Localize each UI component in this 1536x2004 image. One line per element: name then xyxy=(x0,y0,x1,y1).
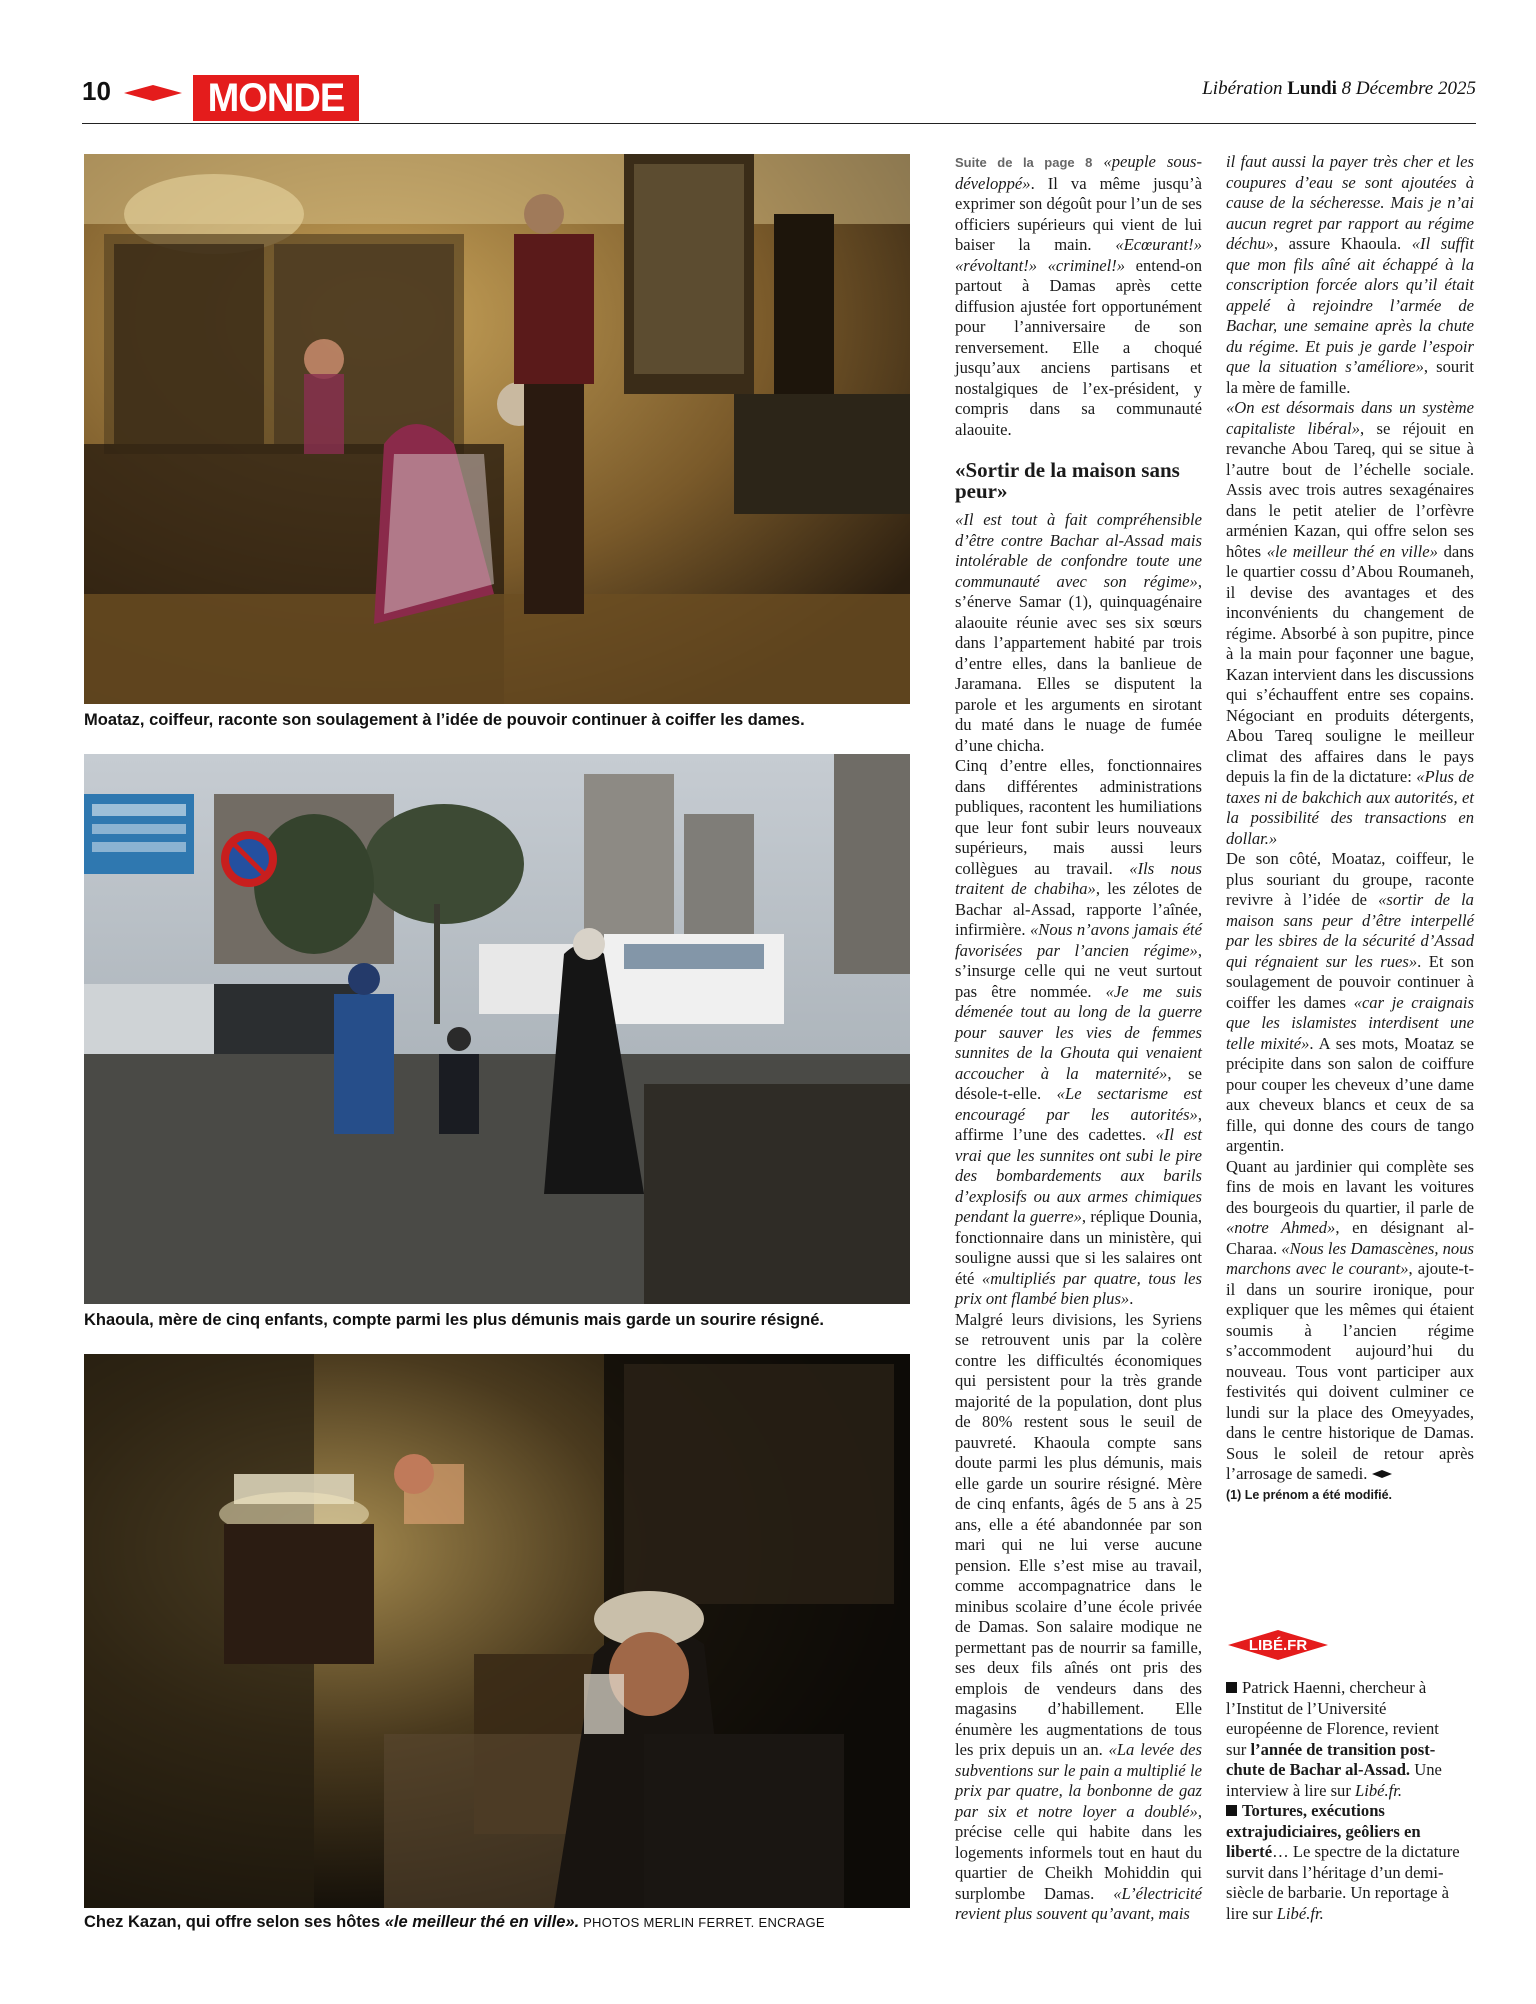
photo-barber xyxy=(84,154,910,704)
publication-name: Libération xyxy=(1202,78,1283,99)
article-paragraph: «On est désormais dans un système capitaliste libéral», se réjouit en revanche Abou Tareq, qui se situe à l’autre bout de l’échelle sociale. Assis avec trois autres sexagénaires dans le petit atelier de l’orfèvre arménien Kazan, qui offre selon ses hôtes «le meilleur thé en ville» dans le quartier cossu d’Abou Roumaneh, il devise des avantages et des inconvénients du changement de régime. Absorbé à son pupitre, pince à la main pour façonner une bague, Kazan intervient dans les discussions qui s’échauffent entre ses copains. Négociant en produits détergents, Abou Tareq souligne le meilleur climat des affaires dans le pays depuis la fin de la dictature: «Plus de taxes ni de bakchich aux autorités, et la possibilité des transactions en dollar.» xyxy=(1226,398,1475,848)
masthead-line xyxy=(1202,78,1476,100)
sidebar-item[interactable]: Tortures, exécutions extrajudiciaires, geôliers en liberté… Le spectre de la dictature survit dans l’héritage d’un demi-siècle de barbarie. Un reportage à lire sur Libé.fr. xyxy=(1226,1801,1460,1923)
photo-caption-workshop-quote: «le meilleur thé en ville». xyxy=(384,1913,580,1931)
page-number: 10 xyxy=(82,76,111,106)
end-mark-icon xyxy=(1372,1470,1392,1478)
photo-workshop xyxy=(84,1354,910,1908)
publication-date: 8 Décembre 2025 xyxy=(1341,78,1476,99)
article-paragraph: Cinq d’entre elles, fonctionnaires dans différentes administrations publiques, racontent les humiliations que leur font subir leurs nouveaux supérieurs, mais aussi leurs collègues au travail. «Ils nous traitent de chabiha», les zélotes de Bachar al-Assad, rapporte l’aînée, infirmière. «Nous n’avons jamais été favorisées par l’ancien régime», s’insurge celle qui ne veut surtout pas être nommée. «Je me suis démenée tout au long de la guerre pour sauver les vies de femmes sunnites de la Ghouta qui venaient accoucher à la maternité», se désole-t-elle. «Le sectarisme est encouragé par les autorités», affirme l’une des cadettes. «Il est vrai que les sunnites ont subi le pire des bombardements aux barils d’explosifs ou aux armes chimiques pendant la guerre», réplique Dounia, fonctionnaire dans un ministère, qui souligne aussi que si les salaires ont été «multipliés par quatre, tous les prix ont flambé bien plus». xyxy=(955,756,1203,1308)
article-subhead: «Sortir de la maison sans peur» xyxy=(955,458,1180,503)
libe-fr-label: LIBÉ.FR xyxy=(1248,1636,1308,1654)
article-paragraph: «Il est tout à fait compréhensible d’être contre Bachar al-Assad mais intolérable de confondre toute une communauté avec son régime», s’énerve Samar (1), quinquagénaire alaouite réunie avec ses six sœurs dans l’appartement habité par trois d’entre elles, dans la banlieue de Jaramana. Elles se disputent la parole et les arguments en sirotant du maté dans le nuage de fumée d’une chicha. xyxy=(955,510,1202,755)
red-diamond-icon xyxy=(124,85,182,101)
photo-caption-workshop xyxy=(84,1913,825,1932)
section-rubric xyxy=(193,75,359,121)
header-divider xyxy=(82,123,1476,124)
photo-credit: PHOTOS MERLIN FERRET. ENCRAGE xyxy=(579,1915,825,1930)
article-paragraph: Malgré leurs divisions, les Syriens se retrouvent unis par la colère contre les difficultés économiques qui persistent pour la très grande majorité de la population, dont plus de 80% restent sous le seuil de pauvreté. Khaoula compte sans doute parmi les plus démunis, mais elle garde un sourire résigné. Mère de cinq enfants, âgés de 5 ans à 25 ans, elle a été abandonnée par son mari qui ne lui verse aucune pension. Elle s’est mise au travail, comme accompagnatrice dans le minibus scolaire d’une école privée de Damas. Son salaire modique ne permettant pas de nourrir sa famille, ses deux fils aînés ont pris des emplois de vendeurs dans des magasins d’habillement. Elle énumère les augmentations de tous les prix depuis un an. «La levée des subventions sur le pain a multiplié le prix par quatre, la bonbonne de gaz par six et notre loyer a doublé», précise celle qui habite dans les logements informels tout en haut du quartier de Cheikh Mohiddin qui surplombe Damas. «L’électricité revient plus souvent qu’avant, mais xyxy=(955,1309,1202,1923)
publication-day: Lundi xyxy=(1287,78,1337,99)
libe-fr-sidebar xyxy=(1226,1678,1462,1924)
article-column-2 xyxy=(1226,152,1474,1505)
article-paragraph: De son côté, Moataz, coiffeur, le plus souriant du groupe, raconte revivre à l’idée de «sortir de la maison sans peur d’être interpellé par les sbires de la sécurité d’Assad qui régnaient sur les rues». Et son soulagement de pouvoir continuer à coiffer les dames «car je craignais que les islamistes interdisent une telle mixité». A ses mots, Moataz se précipite dans son salon de coiffure pour couper les cheveux d’une dame aux cheveux blancs et ceux de sa fille, qui donne des cours de tango argentin. xyxy=(1226,849,1474,1155)
photo-caption-barber: Moataz, coiffeur, raconte son soulagement à l’idée de pouvoir continuer à coiffer les dames. xyxy=(84,711,805,729)
photo-street xyxy=(84,754,910,1304)
article-paragraph: Suite de la page 8 «peuple sous-développé». Il va même jusqu’à exprimer son dégoût pour l’un de ses officiers supérieurs qui vient de lui baiser la main. «Ecœurant!» «révoltant!» «criminel!» entend-on partout à Damas après cette diffusion ajustée fort opportunément pour l’anniversaire de son renversement. Elle a choqué jusqu’aux anciens partisans et nostalgiques de l’ex-président, y compris dans sa communauté alaouite. xyxy=(955,152,1202,439)
bullet-square-icon xyxy=(1226,1682,1237,1693)
article-column-1 xyxy=(955,152,1202,1925)
section-rubric-label: MONDE xyxy=(207,76,345,120)
article-paragraph: il faut aussi la payer très cher et les coupures d’eau se sont ajoutées à cause de la sécheresse. Mais je n’ai aucun regret par rapport au régime déchu», assure Khaoula. «Il suffit que mon fils aîné ait échappé à la conscription forcée alors qu’il était appelé à rejoindre l’armée de Bachar, une semaine après la chute du régime. Et puis je garde l’espoir que la situation s’améliore», sourit la mère de famille. xyxy=(1226,152,1474,397)
sidebar-item[interactable]: Patrick Haenni, chercheur à l’Institut de l’Université européenne de Florence, revient sur l’année de transition post-chute de Bachar al-Assad. Une interview à lire sur Libé.fr. xyxy=(1226,1678,1442,1800)
bullet-square-icon xyxy=(1226,1805,1237,1816)
article-footnote: (1) Le prénom a été modifié. xyxy=(1226,1487,1393,1502)
photo-caption-workshop-text: Chez Kazan, qui offre selon ses hôtes xyxy=(84,1913,385,1931)
photo-caption-street: Khaoula, mère de cinq enfants, compte parmi les plus démunis mais garde un sourire résigné. xyxy=(84,1311,824,1329)
continued-from: Suite de la page 8 xyxy=(955,155,1093,170)
libe-fr-badge xyxy=(1228,1630,1328,1660)
article-paragraph: Quant au jardinier qui complète ses fins de mois en lavant les voitures des bourgeois du quartier, il parle de «notre Ahmed», en désignant al-Charaa. «Nous les Damascènes, nous marchons avec le courant», ajoute-t-il dans un sourire ironique, pour expliquer que les mêmes qui étaient soumis à l’ancien régime s’accommodent aujourd’hui du nouveau. Tous vont participer aux festivités qui doivent culminer ce lundi sur la place des Omeyyades, dans le centre historique de Damas. Sous le soleil de retour après l’arrosage de samedi. xyxy=(1226,1156,1474,1483)
